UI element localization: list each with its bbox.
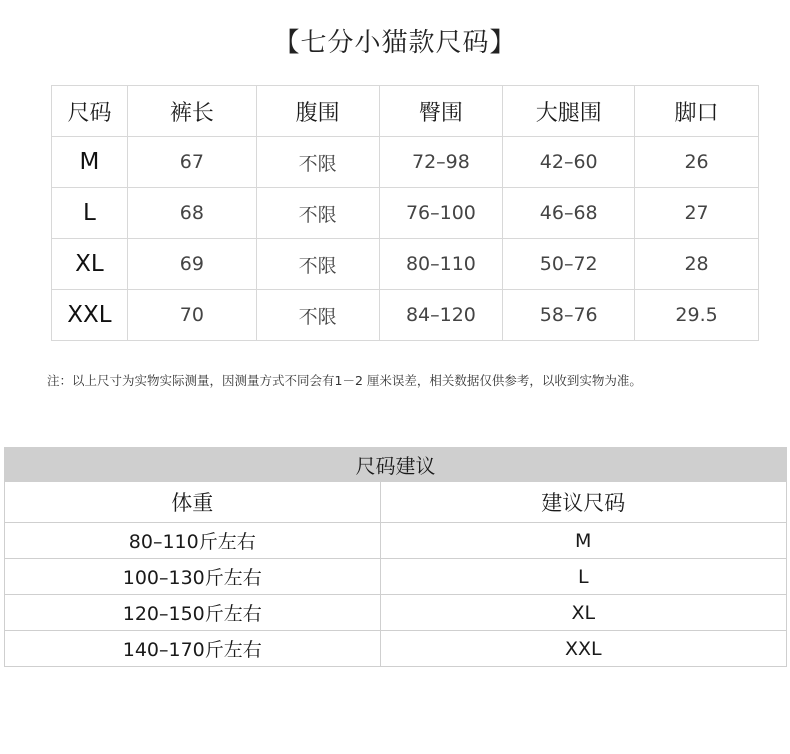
- leg-opening-cell: 29.5: [635, 290, 759, 341]
- pants-length-cell: 69: [127, 239, 256, 290]
- header-leg-opening: 脚口: [635, 86, 759, 137]
- header-thigh: 大腿围: [503, 86, 635, 137]
- waist-cell: 不限: [256, 188, 379, 239]
- size-cell: XXL: [52, 290, 128, 341]
- header-hip: 臀围: [379, 86, 503, 137]
- waist-cell: 不限: [256, 239, 379, 290]
- table-row: [5, 631, 787, 667]
- recommended-size-cell: XL: [380, 595, 786, 631]
- hip-cell: 76–100: [379, 188, 503, 239]
- table-row: [52, 290, 759, 341]
- table-row: [52, 239, 759, 290]
- thigh-cell: 42–60: [503, 137, 635, 188]
- recommended-size-cell: M: [380, 523, 786, 559]
- recommendation-header-row: [5, 482, 787, 523]
- size-cell: L: [52, 188, 128, 239]
- leg-opening-cell: 27: [635, 188, 759, 239]
- pants-length-cell: 68: [127, 188, 256, 239]
- size-recommendation-table: [4, 447, 787, 667]
- hip-cell: 80–110: [379, 239, 503, 290]
- leg-opening-cell: 28: [635, 239, 759, 290]
- weight-cell: 100–130斤左右: [5, 559, 381, 595]
- table-row: [5, 595, 787, 631]
- leg-opening-cell: 26: [635, 137, 759, 188]
- recommended-size-cell: XXL: [380, 631, 786, 667]
- weight-cell: 80–110斤左右: [5, 523, 381, 559]
- table-row: [5, 523, 787, 559]
- table-row: [52, 188, 759, 239]
- thigh-cell: 50–72: [503, 239, 635, 290]
- thigh-cell: 58–76: [503, 290, 635, 341]
- measurement-note: 注：以上尺寸为实物实际测量，因测量方式不同会有1－2 厘米误差，相关数据仅供参考，以收到实物为准。: [47, 373, 642, 388]
- hip-cell: 84–120: [379, 290, 503, 341]
- size-chart-table: [51, 85, 759, 341]
- page-title: 【七分小猫款尺码】: [273, 28, 517, 58]
- size-cell: M: [52, 137, 128, 188]
- weight-cell: 140–170斤左右: [5, 631, 381, 667]
- header-recommended-size: 建议尺码: [380, 482, 786, 523]
- pants-length-cell: 67: [127, 137, 256, 188]
- header-weight: 体重: [5, 482, 381, 523]
- size-chart-header-row: [52, 86, 759, 137]
- waist-cell: 不限: [256, 290, 379, 341]
- recommendation-title-row: [5, 448, 787, 482]
- header-waist: 腹围: [256, 86, 379, 137]
- weight-cell: 120–150斤左右: [5, 595, 381, 631]
- size-cell: XL: [52, 239, 128, 290]
- table-row: [52, 137, 759, 188]
- table-row: [5, 559, 787, 595]
- pants-length-cell: 70: [127, 290, 256, 341]
- header-size: 尺码: [52, 86, 128, 137]
- recommended-size-cell: L: [380, 559, 786, 595]
- hip-cell: 72–98: [379, 137, 503, 188]
- thigh-cell: 46–68: [503, 188, 635, 239]
- waist-cell: 不限: [256, 137, 379, 188]
- header-pants-length: 裤长: [127, 86, 256, 137]
- recommendation-title: 尺码建议: [5, 448, 787, 482]
